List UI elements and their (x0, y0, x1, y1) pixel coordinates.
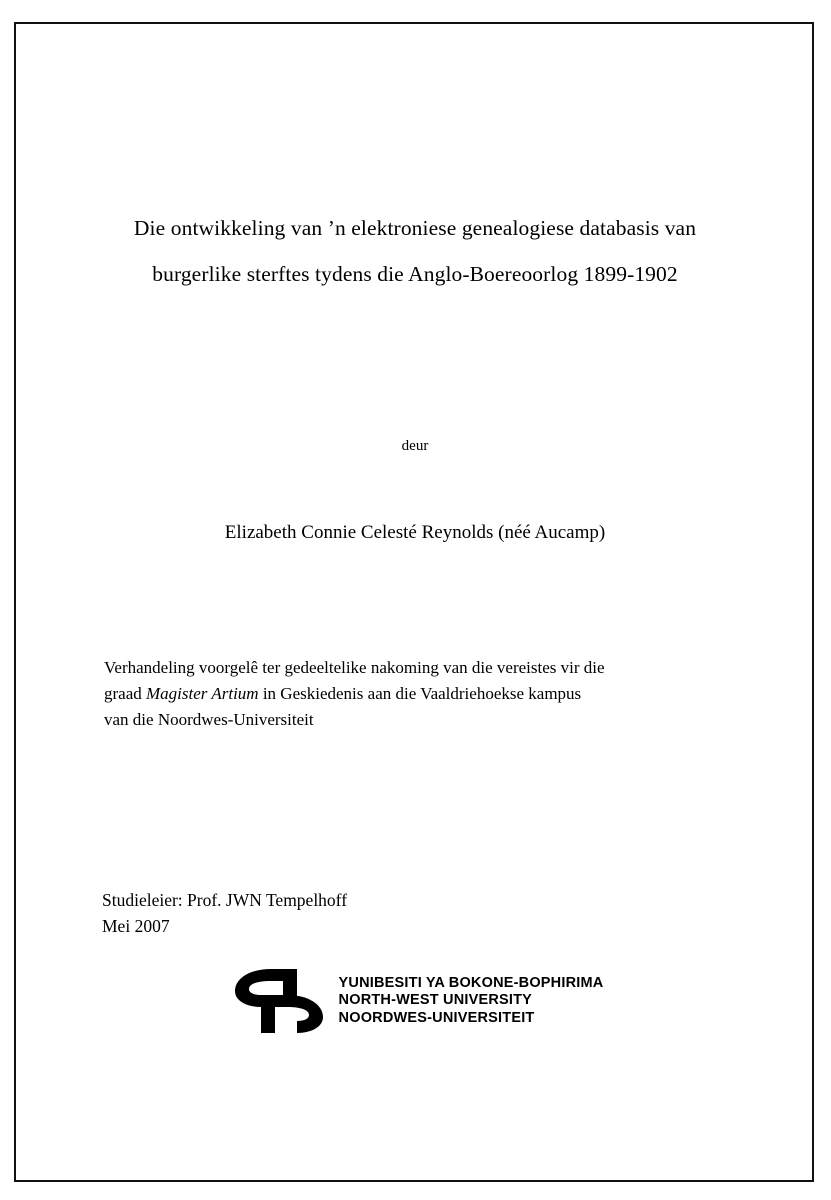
university-logo (90, 965, 740, 1037)
degree-statement-line-2 (104, 681, 729, 707)
supervisor-line: Studieleier: Prof. JWN Tempelhoff (102, 890, 348, 910)
logo-text-line-2: NORTH-WEST UNIVERSITY (338, 992, 533, 1009)
degree-name-italic: Magister Artium (146, 684, 259, 703)
date-line: Mei 2007 (102, 916, 170, 936)
degree-statement-line-2-post: in Geskiedenis aan die Vaaldriehoekse kampus (258, 684, 582, 703)
degree-statement-line-3: van die Noordwes-Universiteit (104, 710, 314, 729)
logo-text-line-1: YUNIBESITI YA BOKONE-BOPHIRIMA (338, 974, 604, 991)
author-name: Elizabeth Connie Celesté Reynolds (néé Aucamp) (224, 522, 606, 543)
by-label: deur (401, 438, 429, 454)
degree-statement-line-2-pre: graad (104, 684, 147, 703)
logo-text-line-3: NOORDWES-UNIVERSITEIT (338, 1009, 535, 1026)
title-page-content (90, 60, 740, 1145)
thesis-title (90, 205, 740, 297)
degree-statement (104, 655, 729, 733)
nwu-logo-icon (227, 965, 331, 1037)
title-line-1: Die ontwikkeling van ’n elektroniese genealogiese databasis van (133, 216, 697, 240)
degree-statement-line-1: Verhandeling voorgelê ter gedeeltelike nakoming van die vereistes vir die (104, 658, 605, 677)
supervisor-block (102, 887, 722, 939)
title-line-2: burgerlike sterftes tydens die Anglo-Boereoorlog 1899-1902 (152, 262, 678, 286)
logo-text-block (339, 975, 604, 1028)
